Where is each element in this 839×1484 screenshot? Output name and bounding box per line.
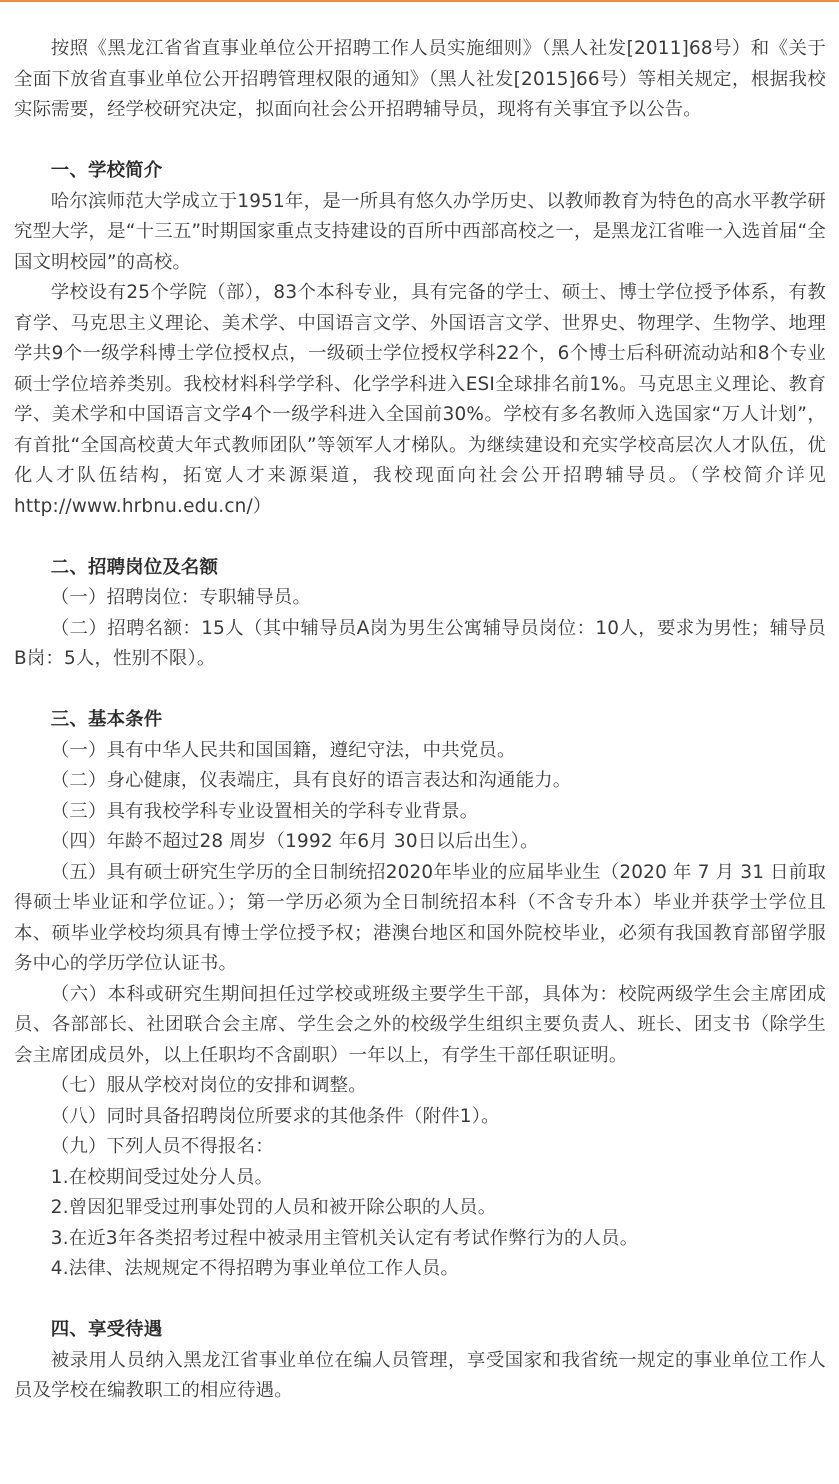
top-accent-line xyxy=(0,0,839,2)
requirement-item: （九）下列人员不得报名： xyxy=(50,1136,274,1157)
section-heading-requirements: 三、基本条件 xyxy=(50,709,163,730)
requirement-item: （八）同时具备招聘岗位所要求的其他条件（附件1）。 xyxy=(50,1105,500,1127)
exclusion-item: 1.在校期间受过处分人员。 xyxy=(50,1166,274,1188)
section-heading-benefits: 四、享受待遇 xyxy=(50,1319,163,1340)
requirement-item: （二）身心健康，仪表端庄，具有良好的语言表达和沟通能力。 xyxy=(50,770,572,791)
benefits-paragraph: 被录用人员纳入黑龙江省事业单位在编人员管理，享受国家和我省统一规定的事业单位工作人员及学校在编教职工的相应待遇。 xyxy=(14,1349,826,1401)
school-intro-paragraph: 学校设有25个学院（部），83个本科专业，具有完备的学士、硕士、博士学位授予体系，有教育学、马克思主义理论、美术学、中国语言文学、外国语言文学、世界史、物理学、生物学、地理学共9个一级学科博士学位授权点，一级硕士学位授权学科22个，6个博士后科研流动站和8个专业硕士学位培养类别。我校材料科学学科、化学学科进入ESI全球排名前1%。马克思主义理论、教育学、美术学和中国语言文学4个一级学科进入全国前30%。学校有多名教师入选国家“万人计划”，有首批“全国高校黄大年式教师团队”等领军人才梯队。为继续建设和充实学校高层次人才队伍，优化人才队伍结构，拓宽人才来源渠道，我校现面向社会公开招聘辅导员。（学校简介详见http://www.hrbnu.edu.cn/） xyxy=(14,282,826,517)
requirement-item: （七）服从学校对岗位的安排和调整。 xyxy=(50,1075,367,1096)
spacer xyxy=(14,1285,826,1316)
spacer xyxy=(14,522,826,553)
spacer xyxy=(14,126,826,157)
exclusion-item: 3.在近3年各类招考过程中被录用主管机关认定有考试作弊行为的人员。 xyxy=(50,1227,639,1249)
position-item: （二）招聘名额：15人（其中辅导员A岗为男生公寓辅导员岗位：10人，要求为男性；辅导员B岗：5人，性别不限）。 xyxy=(14,617,826,669)
announcement-body xyxy=(14,34,826,1407)
position-item: （一）招聘岗位：专职辅导员。 xyxy=(50,587,312,608)
intro-paragraph: 按照《黑龙江省省直事业单位公开招聘工作人员实施细则》（黑人社发[2011]68号）和《关于全面下放省直事业单位公开招聘管理权限的通知》（黑人社发[2015]66号）等相关规定，根据我校实际需要，经学校研究决定，拟面向社会公开招聘辅导员，现将有关事宜予以公告。 xyxy=(14,38,826,120)
requirement-item: （三）具有我校学科专业设置相关的学科专业背景。 xyxy=(50,800,479,822)
requirement-item: （五）具有硕士研究生学历的全日制统招2020年毕业的应届毕业生（2020 年 7 月 31 日前取得硕士毕业证和学位证。）；第一学历必须为全日制统招本科（不含专升本）毕业并获学士学位且本、硕毕业学校均须具有博士学位授予权；港澳台地区和国外院校毕业，必须有我国教育部留学服务中心的学历学位认证书。 xyxy=(14,861,826,974)
section-heading-school-intro: 一、学校简介 xyxy=(50,160,163,181)
section-heading-positions: 二、招聘岗位及名额 xyxy=(50,556,219,578)
school-intro-paragraph: 哈尔滨师范大学成立于1951年，是一所具有悠久办学历史、以教师教育为特色的高水平教学研究型大学，是“十三五”时期国家重点支持建设的百所中西部高校之一，是黑龙江省唯一入选首届“全国文明校园”的高校。 xyxy=(14,190,826,273)
exclusion-item: 4.法律、法规规定不得招聘为事业单位工作人员。 xyxy=(50,1258,460,1279)
spacer xyxy=(14,675,826,706)
requirement-item: （一）具有中华人民共和国国籍，遵纪守法，中共党员。 xyxy=(50,739,516,761)
requirement-item: （六）本科或研究生期间担任过学校或班级主要学生干部，具体为：校院两级学生会主席团成员、各部部长、社团联合会主席、学生会之外的校级学生组织主要负责人、班长、团支书（除学生会主席团成员外，以上任职均不含副职）一年以上，有学生干部任职证明。 xyxy=(14,983,826,1066)
requirement-item: （四）年龄不超过28 周岁（1992 年6月 30日以后出生）。 xyxy=(50,831,539,852)
exclusion-item: 2.曾因犯罪受过刑事处罚的人员和被开除公职的人员。 xyxy=(50,1197,497,1218)
